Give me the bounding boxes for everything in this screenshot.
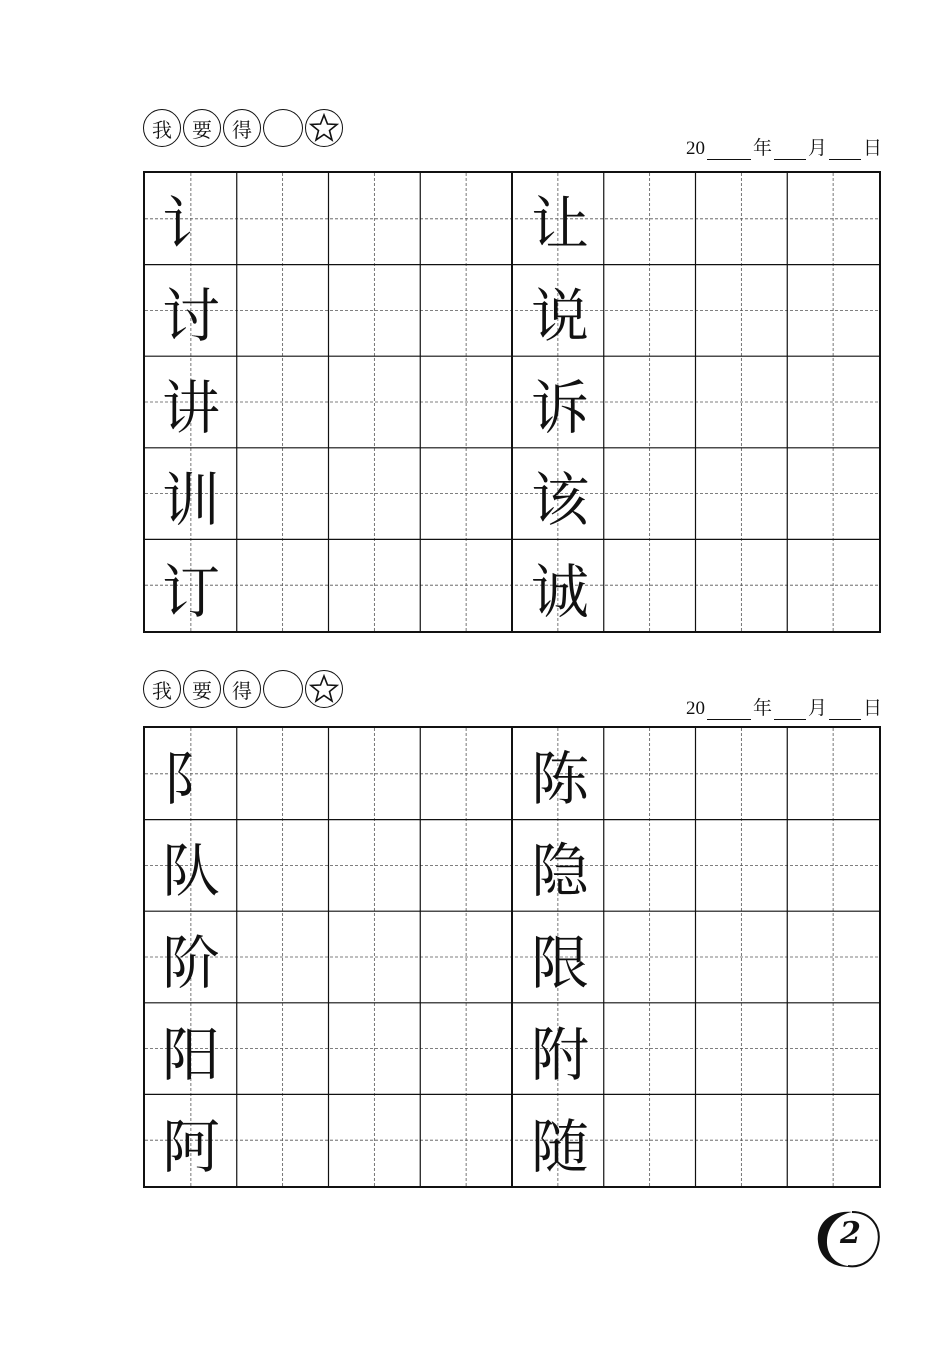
model-char-left: 训: [161, 466, 220, 534]
grid-lines: [145, 173, 879, 631]
model-char-right: 该: [530, 466, 589, 534]
model-char-right: 限: [530, 929, 589, 997]
date-row: [686, 693, 882, 720]
model-char-right: 附: [530, 1021, 589, 1089]
model-char-left: 队: [161, 837, 220, 905]
model-char-left: 阿: [161, 1113, 220, 1181]
date-month-label: 月: [807, 698, 827, 719]
score-char-yao: 要: [183, 109, 221, 147]
date-day-blank[interactable]: [829, 701, 861, 720]
model-char-right: 陈: [530, 745, 589, 813]
grid-lines: [145, 728, 879, 1186]
page-number: 2: [840, 1216, 861, 1251]
score-char-de: 得: [223, 670, 261, 708]
writing-grid[interactable]: [143, 726, 881, 1188]
date-year-label: 年: [752, 138, 772, 159]
writing-grid[interactable]: [143, 171, 881, 633]
date-day-blank[interactable]: [829, 141, 861, 160]
date-year-prefix: 20: [685, 138, 705, 159]
model-char-left: 讨: [161, 282, 220, 350]
model-char-left: 阶: [161, 929, 220, 997]
model-char-right: 随: [530, 1113, 589, 1181]
model-char-left: 订: [161, 558, 220, 626]
page-number-badge-icon: [812, 1208, 882, 1272]
model-char-left: 阳: [161, 1021, 220, 1089]
date-month-blank[interactable]: [774, 701, 806, 720]
score-char-yao: 要: [183, 670, 221, 708]
star-icon: [305, 670, 343, 708]
score-char-wo: 我: [143, 109, 181, 147]
model-char-left: 阝: [161, 745, 220, 813]
date-row: [686, 133, 882, 160]
model-char-right: 诚: [530, 558, 589, 626]
star-icon: [305, 109, 343, 147]
date-year-blank[interactable]: [707, 701, 751, 720]
model-char-right: 隐: [530, 837, 589, 905]
model-char-right: 说: [530, 282, 589, 350]
score-char-wo: 我: [143, 670, 181, 708]
date-month-label: 月: [807, 138, 827, 159]
model-char-left: 讲: [161, 374, 220, 442]
score-blank-circle[interactable]: [263, 109, 303, 147]
model-char-right: 让: [530, 190, 589, 258]
model-char-left: 讠: [161, 190, 220, 258]
score-char-de: 得: [223, 109, 261, 147]
date-day-label: 日: [862, 698, 882, 719]
date-year-blank[interactable]: [707, 141, 751, 160]
score-blank-circle[interactable]: [263, 670, 303, 708]
score-row: [143, 670, 343, 708]
model-char-right: 诉: [530, 374, 589, 442]
date-year-label: 年: [752, 698, 772, 719]
date-year-prefix: 20: [685, 698, 705, 719]
date-month-blank[interactable]: [774, 141, 806, 160]
score-row: [143, 109, 343, 147]
date-day-label: 日: [862, 138, 882, 159]
